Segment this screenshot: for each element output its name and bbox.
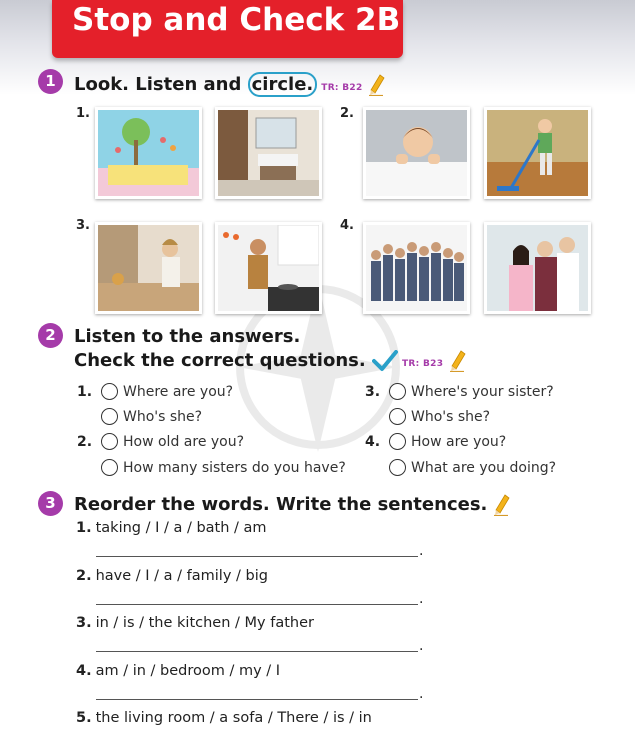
- pencil-icon: [450, 350, 466, 372]
- option-text: How are you?: [411, 433, 507, 450]
- question-2-option-b[interactable]: [101, 459, 346, 476]
- question-3-option-a[interactable]: [389, 383, 554, 400]
- check-mark-icon: [372, 350, 398, 372]
- scrambled-words: am / in / bedroom / my / I: [95, 663, 281, 679]
- photo-bathroom[interactable]: [215, 107, 322, 199]
- reorder-item-4: [76, 663, 280, 679]
- section-2-heading-text: Check the correct questions.: [74, 350, 366, 371]
- reorder-item-5: [76, 710, 372, 726]
- question-4-option-a[interactable]: [389, 433, 506, 450]
- answer-line-1[interactable]: [96, 556, 418, 557]
- section-2-heading-line2: [74, 350, 466, 372]
- answer-line-2[interactable]: [96, 604, 418, 605]
- section-3-heading-text: Reorder the words. Write the sentences.: [74, 494, 488, 515]
- item-2-label: 2.: [340, 106, 354, 121]
- line-end-period: .: [419, 638, 424, 654]
- pencil-icon: [369, 74, 385, 96]
- question-4-label: 4.: [365, 434, 381, 450]
- radio-button[interactable]: [101, 408, 118, 425]
- radio-button[interactable]: [389, 459, 406, 476]
- option-text: Who's she?: [123, 408, 203, 425]
- answer-line-3[interactable]: [96, 651, 418, 652]
- radio-button[interactable]: [389, 433, 406, 450]
- title-banner: [52, 0, 403, 58]
- line-end-period: .: [419, 591, 424, 607]
- question-3-option-b[interactable]: [389, 408, 490, 425]
- radio-button[interactable]: [389, 408, 406, 425]
- line-end-period: .: [419, 686, 424, 702]
- photo-man-cooking[interactable]: [215, 222, 322, 314]
- item-number: 2.: [76, 568, 92, 584]
- line-end-period: .: [419, 543, 424, 559]
- photo-woman-in-kitchen[interactable]: [95, 222, 202, 314]
- photo-child-in-bathtub[interactable]: [363, 107, 470, 199]
- item-number: 4.: [76, 663, 92, 679]
- question-1-option-b[interactable]: [101, 408, 202, 425]
- pencil-icon: [494, 494, 510, 516]
- photo-small-family[interactable]: [484, 222, 591, 314]
- item-4-label: 4.: [340, 218, 354, 233]
- question-2-option-a[interactable]: [101, 433, 244, 450]
- option-text: How many sisters do you have?: [123, 459, 346, 476]
- answer-line-4[interactable]: [96, 699, 418, 700]
- circled-word: circle.: [248, 72, 318, 97]
- reorder-item-3: [76, 615, 314, 631]
- section-2-badge: 2: [38, 323, 63, 348]
- option-text: How old are you?: [123, 433, 245, 450]
- photo-large-family[interactable]: [363, 222, 470, 314]
- section-2-heading-line1: Listen to the answers.: [74, 326, 301, 347]
- radio-button[interactable]: [101, 459, 118, 476]
- question-4-option-b[interactable]: [389, 459, 556, 476]
- option-text: Where's your sister?: [411, 383, 554, 400]
- page-title: Stop and Check 2B: [72, 2, 401, 38]
- radio-button[interactable]: [101, 383, 118, 400]
- item-number: 3.: [76, 615, 92, 631]
- section-3-heading: [74, 494, 510, 516]
- item-1-label: 1.: [76, 106, 90, 121]
- item-3-label: 3.: [76, 218, 90, 233]
- section-3-badge: 3: [38, 491, 63, 516]
- item-number: 1.: [76, 520, 92, 536]
- question-1-label: 1.: [77, 384, 93, 400]
- option-text: What are you doing?: [411, 459, 557, 476]
- question-3-label: 3.: [365, 384, 381, 400]
- reorder-item-2: [76, 568, 268, 584]
- reorder-item-1: [76, 520, 267, 536]
- option-text: Where are you?: [123, 383, 234, 400]
- radio-button[interactable]: [101, 433, 118, 450]
- photo-kids-bedroom[interactable]: [95, 107, 202, 199]
- question-1-option-a[interactable]: [101, 383, 233, 400]
- track-label: TR: B22: [321, 83, 363, 93]
- section-1-heading-text: Look. Listen and: [74, 74, 248, 95]
- section-1-heading: [74, 72, 385, 97]
- scrambled-words: have / I / a / family / big: [95, 568, 268, 584]
- scrambled-words: taking / I / a / bath / am: [95, 520, 267, 536]
- scrambled-words: in / is / the kitchen / My father: [95, 615, 314, 631]
- section-1-badge: 1: [38, 69, 63, 94]
- option-text: Who's she?: [411, 408, 491, 425]
- item-number: 5.: [76, 710, 92, 726]
- scrambled-words: the living room / a sofa / There / is / in: [95, 710, 372, 726]
- question-2-label: 2.: [77, 434, 93, 450]
- radio-button[interactable]: [389, 383, 406, 400]
- photo-boy-mopping-floor[interactable]: [484, 107, 591, 199]
- track-label-2: TR: B23: [401, 359, 444, 369]
